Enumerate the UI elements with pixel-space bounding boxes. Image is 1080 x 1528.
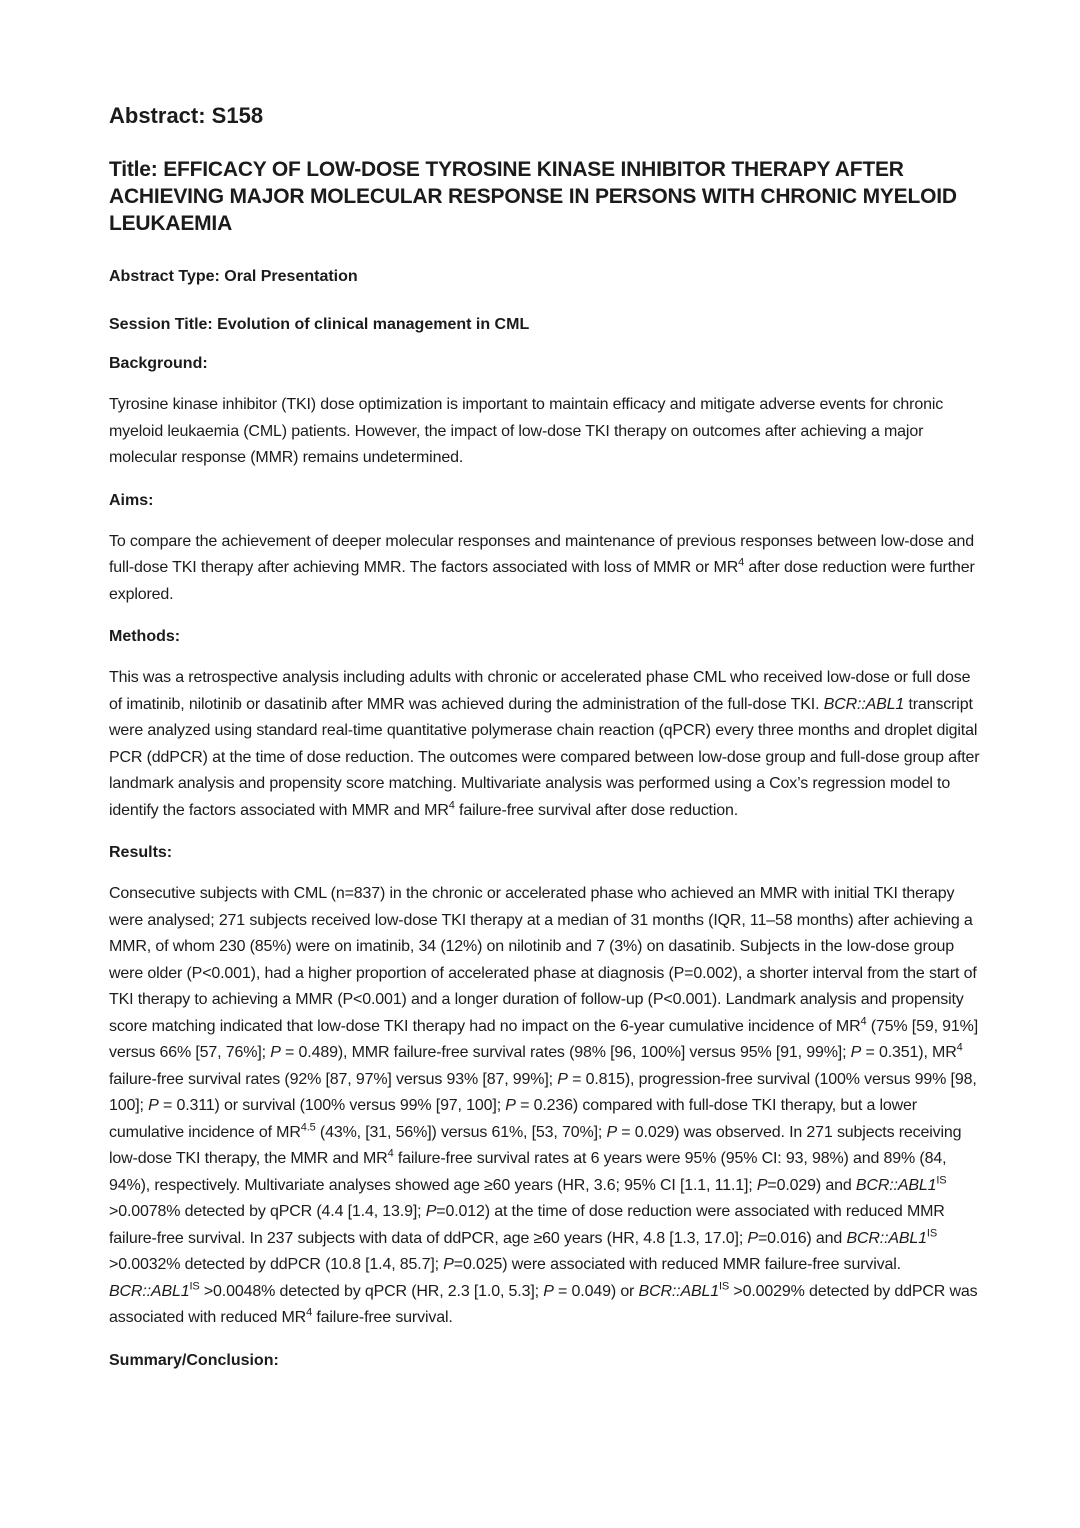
text-segment: P bbox=[148, 1097, 159, 1114]
text-segment: To compare the achievement of deeper molecular responses and maintenance of previous responses between low-dose and full-dose TKI therapy after achieving MMR. The factors associated with loss of MMR or MR bbox=[109, 532, 975, 576]
text-segment: = 0.236) compared with full-dose TKI therapy, but a lower cumulative incidence of MR bbox=[109, 1097, 917, 1141]
text-segment: >0.0048% detected by qPCR (HR, 2.3 [1.0, 5.3]; bbox=[199, 1282, 544, 1300]
text-segment: IS bbox=[189, 1280, 200, 1293]
section-heading: Background: bbox=[109, 355, 208, 372]
text-segment: >0.0032% detected by ddPCR (10.8 [1.4, 85.7]; bbox=[109, 1256, 444, 1273]
abstract-type: Abstract Type: Oral Presentation bbox=[109, 268, 358, 285]
text-segment: 4 bbox=[448, 799, 455, 812]
text-segment: 4 bbox=[306, 1306, 313, 1319]
text-segment: = 0.489), MMR failure-free survival rates (98% [96, 100%] versus 95% [91, 99%]; bbox=[280, 1044, 851, 1061]
text-segment: =0.025) were associated with reduced MMR failure-free survival. bbox=[453, 1256, 901, 1273]
text-segment: (43%, [31, 56%]) versus 61%, [53, 70%]; bbox=[315, 1123, 607, 1141]
text-segment: failure-free survival rates at 6 years were 95% (95% CI: 93, 98%) and 89% (84, 94%), respectively. Multivariate analyses showed age ≥60 years (HR, 3.6; 95% CI [1.1, 11.1]; bbox=[109, 1150, 947, 1194]
text-segment: = 0.029) was observed. In 271 subjects receiving low-dose TKI therapy, the MMR and MR bbox=[109, 1123, 962, 1167]
section-body bbox=[109, 665, 980, 824]
text-segment: =0.016) and bbox=[757, 1229, 847, 1247]
abstract-title: Title: EFFICACY OF LOW-DOSE TYROSINE KINASE INHIBITOR THERAPY AFTER ACHIEVING MAJOR MOLECULAR RESPONSE IN PERSONS WITH CHRONIC MYELOID LEUKAEMIA bbox=[109, 158, 957, 235]
text-segment: 4 bbox=[956, 1041, 963, 1054]
text-segment: P bbox=[850, 1044, 862, 1061]
text-segment: BCR::ABL1 bbox=[846, 1229, 927, 1247]
text-segment: P bbox=[747, 1229, 758, 1247]
section-body bbox=[109, 881, 980, 1332]
section-heading: Summary/Conclusion: bbox=[109, 1351, 279, 1369]
text-segment: 4 bbox=[387, 1147, 394, 1160]
section-heading: Aims: bbox=[109, 491, 154, 509]
text-segment: after dose reduction were further explored. bbox=[109, 559, 975, 603]
text-segment: P bbox=[505, 1097, 516, 1114]
text-segment: P bbox=[606, 1123, 618, 1141]
text-segment: =0.029) and bbox=[767, 1176, 856, 1194]
abstract-id: Abstract: S158 bbox=[109, 103, 264, 128]
text-segment: P bbox=[425, 1203, 437, 1220]
text-segment: BCR::ABL1 bbox=[638, 1282, 720, 1300]
text-segment: BCR::ABL1 bbox=[855, 1176, 937, 1194]
text-segment: = 0.049) or bbox=[553, 1282, 639, 1300]
text-segment: 4 bbox=[738, 556, 745, 569]
section-body bbox=[109, 529, 980, 609]
text-segment: >0.0029% detected by ddPCR was associated with reduced MR bbox=[109, 1282, 978, 1326]
text-segment: This was a retrospective analysis including adults with chronic or accelerated phase CML who received low-dose or full dose of imatinib, nilotinib or dasatinib after MMR was achieved during the administration of the full-dose TKI. bbox=[109, 669, 971, 713]
text-segment: Tyrosine kinase inhibitor (TKI) dose optimization is important to maintain efficacy and mitigate adverse events for chronic myeloid leukaemia (CML) patients. However, the impact of low-dose TKI therapy on outcomes after achieving a major molecular response (MMR) remains undetermined. bbox=[109, 396, 944, 466]
text-segment: P bbox=[756, 1176, 768, 1194]
text-segment: failure-free survival rates (92% [87, 97%] versus 93% [87, 99%]; bbox=[109, 1070, 558, 1088]
text-segment: P bbox=[270, 1044, 281, 1061]
text-segment: failure-free survival after dose reduction. bbox=[454, 801, 739, 819]
text-segment: (75% [59, 91%] versus 66% [57, 76%]; bbox=[109, 1017, 979, 1061]
text-segment: >0.0078% detected by qPCR (4.4 [1.4, 13.9]; bbox=[109, 1203, 426, 1220]
text-segment: IS bbox=[719, 1280, 730, 1293]
text-segment: = 0.815), progression-free survival (100% versus 99% [98, 100]; bbox=[109, 1070, 977, 1114]
section-heading: Results: bbox=[109, 844, 173, 861]
text-segment: P bbox=[557, 1070, 568, 1088]
text-segment: P bbox=[543, 1282, 554, 1300]
text-segment: P bbox=[443, 1256, 454, 1273]
section-heading: Methods: bbox=[109, 628, 181, 645]
session-title: Session Title: Evolution of clinical management in CML bbox=[109, 316, 530, 333]
text-segment: transcript were analyzed using standard real-time quantitative polymerase chain reaction (qPCR) every three months and droplet digital PCR (ddPCR) at the time of dose reduction. The outcomes were compared between low-dose group and full-dose group after landmark analysis and propensity score matching. Multivariate analysis was performed using a Cox’s regression model to identify the factors associated with MMR and MR bbox=[109, 695, 980, 819]
text-segment: 4 bbox=[860, 1015, 867, 1028]
text-segment: Consecutive subjects with CML (n=837) in the chronic or accelerated phase who achieved an MMR with initial TKI therapy were analysed; 271 subjects received low-dose TKI therapy at a median of 31 months (IQR, 11–58 months) after achieving a MMR, of whom 230 (85%) were on imatinib, 34 (12%) on nilotinib and 7 (3%) on dasatinib. Subjects in the low-dose group were older (P<0.001), had a higher proportion of accelerated phase at diagnosis (P=0.002), a shorter interval from the start of TKI therapy to achieving a MMR (P<0.001) and a longer duration of follow-up (P<0.001). Landmark analysis and propensity score matching indicated that low-dose TKI therapy had no impact on the 6-year cumulative incidence of MR bbox=[109, 885, 977, 1035]
text-segment: BCR::ABL1 bbox=[109, 1282, 190, 1300]
text-segment: = 0.351), MR bbox=[861, 1044, 957, 1061]
text-segment: BCR::ABL1 bbox=[823, 695, 905, 713]
text-segment: = 0.311) or survival (100% versus 99% [97, 100]; bbox=[158, 1097, 506, 1114]
section-body bbox=[109, 392, 980, 472]
text-segment: IS bbox=[926, 1227, 938, 1240]
text-segment: IS bbox=[936, 1174, 947, 1187]
abstract-sections bbox=[109, 353, 980, 1372]
text-segment: failure-free survival. bbox=[312, 1309, 453, 1326]
text-segment: =0.012) at the time of dose reduction were associated with reduced MMR failure-free survival. In 237 subjects with data of ddPCR, age ≥60 years (HR, 4.8 [1.3, 17.0]; bbox=[109, 1203, 945, 1247]
text-segment: 4.5 bbox=[300, 1121, 316, 1134]
